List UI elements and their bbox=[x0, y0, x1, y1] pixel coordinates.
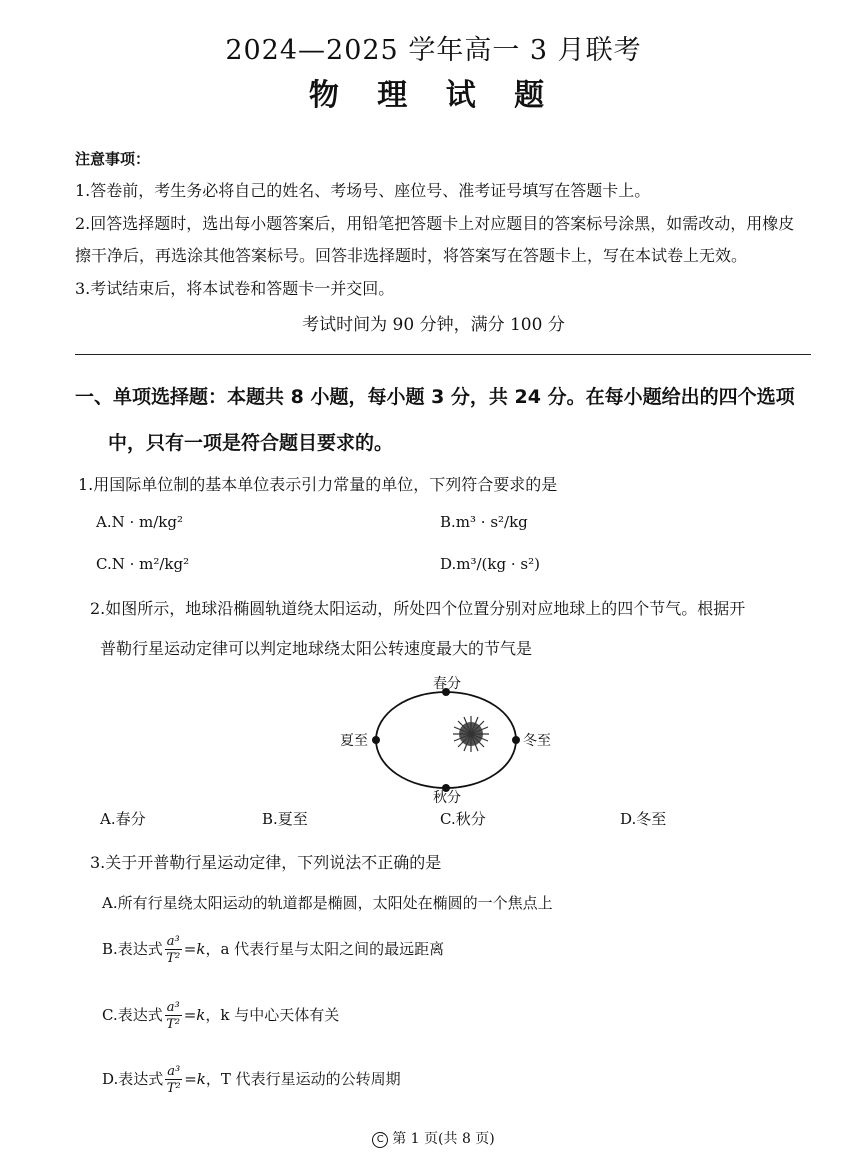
q1-stem: 1.用国际单位制的基本单位表示引力常量的单位，下列符合要求的是 bbox=[78, 475, 558, 494]
formula-fraction bbox=[165, 1065, 182, 1095]
q1-option-a: A.N · m/kg² bbox=[96, 513, 184, 531]
earth-position-right bbox=[512, 736, 520, 744]
note-item-1: 1.答卷前，考生务必将自己的姓名、考场号、座位号、准考证号填写在答题卡上。 bbox=[75, 181, 651, 200]
copyright-mark-icon: C bbox=[372, 1132, 388, 1148]
q3-option-c bbox=[102, 1001, 339, 1031]
exam-time: 考试时间为 90 分钟，满分 100 分 bbox=[302, 315, 565, 335]
q2-option-b: B.夏至 bbox=[262, 810, 308, 828]
label-autumn-equinox: 秋分 bbox=[433, 790, 461, 804]
orbit-figure bbox=[330, 668, 560, 804]
formula-denominator: T² bbox=[166, 1081, 181, 1096]
page-number: 第 1 页(共 8 页) bbox=[392, 1131, 495, 1147]
divider bbox=[75, 354, 811, 355]
q3-option-a: A.所有行星绕太阳运动的轨道都是椭圆，太阳处在椭圆的一个焦点上 bbox=[102, 894, 553, 912]
formula-fraction bbox=[165, 935, 182, 965]
section-heading-line-1: 一、单项选择题：本题共 8 小题，每小题 3 分，共 24 分。在每小题给出的四个选项 bbox=[75, 386, 795, 408]
q3-option-b-suffix: ，a 代表行星与太阳之间的最远距离 bbox=[205, 940, 445, 958]
note-item-3: 3.考试结束后，将本试卷和答题卡一并交回。 bbox=[75, 279, 395, 298]
q2-option-d: D.冬至 bbox=[620, 810, 667, 828]
q3-option-c-prefix: C.表达式 bbox=[102, 1006, 163, 1024]
page-footer bbox=[0, 1128, 867, 1148]
label-winter-solstice: 冬至 bbox=[523, 733, 551, 749]
q2-stem-line-2: 普勒行星运动定律可以判定地球绕太阳公转速度最大的节气是 bbox=[100, 639, 533, 658]
formula-rhs: =k bbox=[183, 940, 206, 958]
formula-numerator: a³ bbox=[166, 934, 180, 949]
earth-position-left bbox=[372, 736, 380, 744]
q3-stem: 3.关于开普勒行星运动定律，下列说法不正确的是 bbox=[90, 853, 442, 872]
q3-option-c-suffix: ，k 与中心天体有关 bbox=[205, 1006, 340, 1024]
orbit-ellipse bbox=[376, 692, 516, 788]
formula-fraction bbox=[165, 1001, 182, 1031]
q1-option-d: D.m³/(kg · s²) bbox=[440, 555, 540, 573]
q3-option-b bbox=[102, 935, 444, 965]
formula-rhs: =k bbox=[184, 1070, 206, 1088]
formula-denominator: T² bbox=[166, 951, 181, 966]
q3-option-d-prefix: D.表达式 bbox=[102, 1070, 164, 1088]
formula-denominator: T² bbox=[166, 1017, 181, 1032]
exam-title: 2024—2025 学年高一 3 月联考 bbox=[225, 35, 642, 66]
q1-option-c: C.N · m²/kg² bbox=[96, 555, 190, 573]
formula-rhs: =k bbox=[183, 1006, 206, 1024]
q3-option-d-suffix: ，T 代表行星运动的公转周期 bbox=[205, 1070, 401, 1088]
q2-stem-line-1: 2.如图所示，地球沿椭圆轨道绕太阳运动，所处四个位置分别对应地球上的四个节气。根据开 bbox=[90, 599, 746, 618]
formula-numerator: a³ bbox=[167, 1064, 181, 1079]
notes-heading: 注意事项： bbox=[75, 150, 151, 168]
subject-title: 物 理 试 题 bbox=[308, 78, 559, 113]
q1-option-b: B.m³ · s²/kg bbox=[440, 513, 528, 531]
note-item-2-line-2: 擦干净后，再选涂其他答案标号。回答非选择题时，将答案写在答题卡上，写在本试卷上无效。 bbox=[75, 246, 748, 265]
q3-option-b-prefix: B.表达式 bbox=[102, 940, 163, 958]
formula-numerator: a³ bbox=[166, 1000, 180, 1015]
q3-option-d bbox=[102, 1065, 401, 1095]
note-item-2-line-1: 2.回答选择题时，选出每小题答案后，用铅笔把答题卡上对应题目的答案标号涂黑，如需改动，用橡皮 bbox=[75, 214, 795, 233]
sun-icon bbox=[453, 716, 489, 752]
q2-option-a: A.春分 bbox=[100, 810, 146, 828]
q2-option-c: C.秋分 bbox=[440, 810, 486, 828]
label-summer-solstice: 夏至 bbox=[340, 733, 368, 749]
section-heading-line-2: 中，只有一项是符合题目要求的。 bbox=[108, 432, 394, 454]
label-spring-equinox: 春分 bbox=[433, 676, 461, 692]
